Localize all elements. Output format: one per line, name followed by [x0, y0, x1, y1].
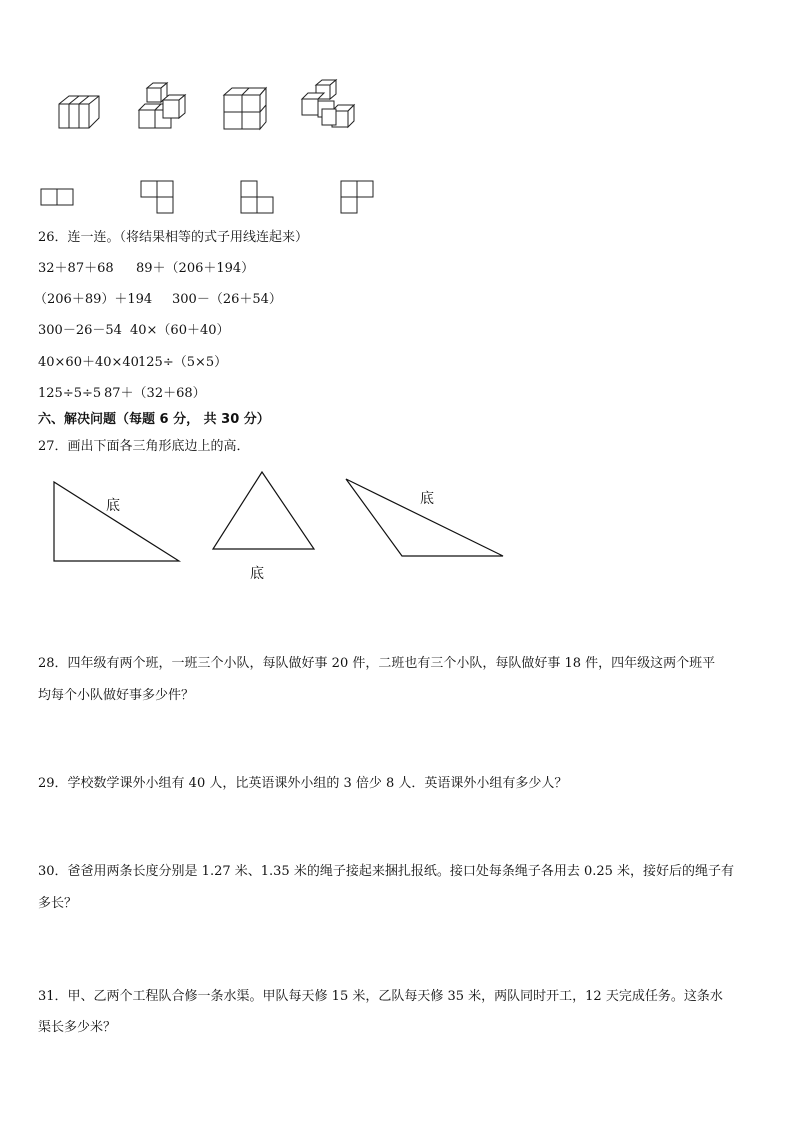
q26-right-4[interactable]: 125÷（5×5）	[138, 355, 228, 370]
q26-left-3[interactable]: 300－26－54	[38, 323, 122, 338]
cube-figure-2	[135, 80, 190, 135]
q26-right-1[interactable]: 89＋（206＋194）	[136, 261, 255, 276]
view-figure-4	[340, 180, 376, 216]
q28-line1: 28．四年级有两个班，一班三个小队，每队做好事 20 件，二班也有三个小队，每队做好事 18 件，四年级这两个班平	[38, 656, 716, 671]
triangle-2-base-label: 底	[250, 566, 264, 582]
q26-title: 26．连一连。（将结果相等的式子用线连起来）	[38, 230, 309, 245]
q30-line1: 30．爸爸用两条长度分别是 1.27 米、1.35 米的绳子接起来捆扎报纸。接口处每条绳子各用去 0.25 米，接好后的绳子有	[38, 864, 735, 879]
q28-line2: 均每个小队做好事多少件？	[38, 688, 195, 703]
view-figure-1	[40, 188, 76, 208]
triangle-1[interactable]	[48, 478, 188, 568]
q26-right-5[interactable]: 87＋（32＋68）	[104, 386, 206, 401]
cube-figure-3	[220, 85, 270, 135]
triangle-1-base-label: 底	[106, 498, 120, 514]
q26-left-1[interactable]: 32＋87＋68	[38, 261, 114, 276]
q27-title: 27．画出下面各三角形底边上的高．	[38, 439, 250, 454]
q26-right-2[interactable]: 300－（26＋54）	[172, 292, 282, 307]
q26-left-5[interactable]: 125÷5÷5	[38, 386, 102, 401]
q31-line1: 31．甲、乙两个工程队合修一条水渠。甲队每天修 15 米，乙队每天修 35 米，两队同时开工，12 天完成任务。这条水	[38, 989, 723, 1004]
q29-line1: 29．学校数学课外小组有 40 人，比英语课外小组的 3 倍少 8 人．英语课外小组有多少人？	[38, 776, 568, 791]
q26-left-2[interactable]: （206＋89）＋194	[34, 292, 153, 307]
q30-line2: 多长？	[38, 896, 78, 911]
q26-left-4[interactable]: 40×60＋40×40	[38, 355, 139, 370]
triangle-2[interactable]	[208, 468, 320, 554]
q31-line2: 渠长多少米？	[38, 1020, 117, 1035]
cube-figure-4	[298, 77, 356, 135]
triangle-3-base-label: 底	[420, 491, 434, 507]
cube-figure-1	[55, 90, 105, 135]
q26-right-3[interactable]: 40×（60＋40）	[130, 323, 230, 338]
view-figure-2	[140, 180, 176, 216]
section-heading: 六、解决问题（每题 6 分， 共 30 分）	[38, 412, 270, 427]
view-figure-3	[240, 180, 276, 216]
